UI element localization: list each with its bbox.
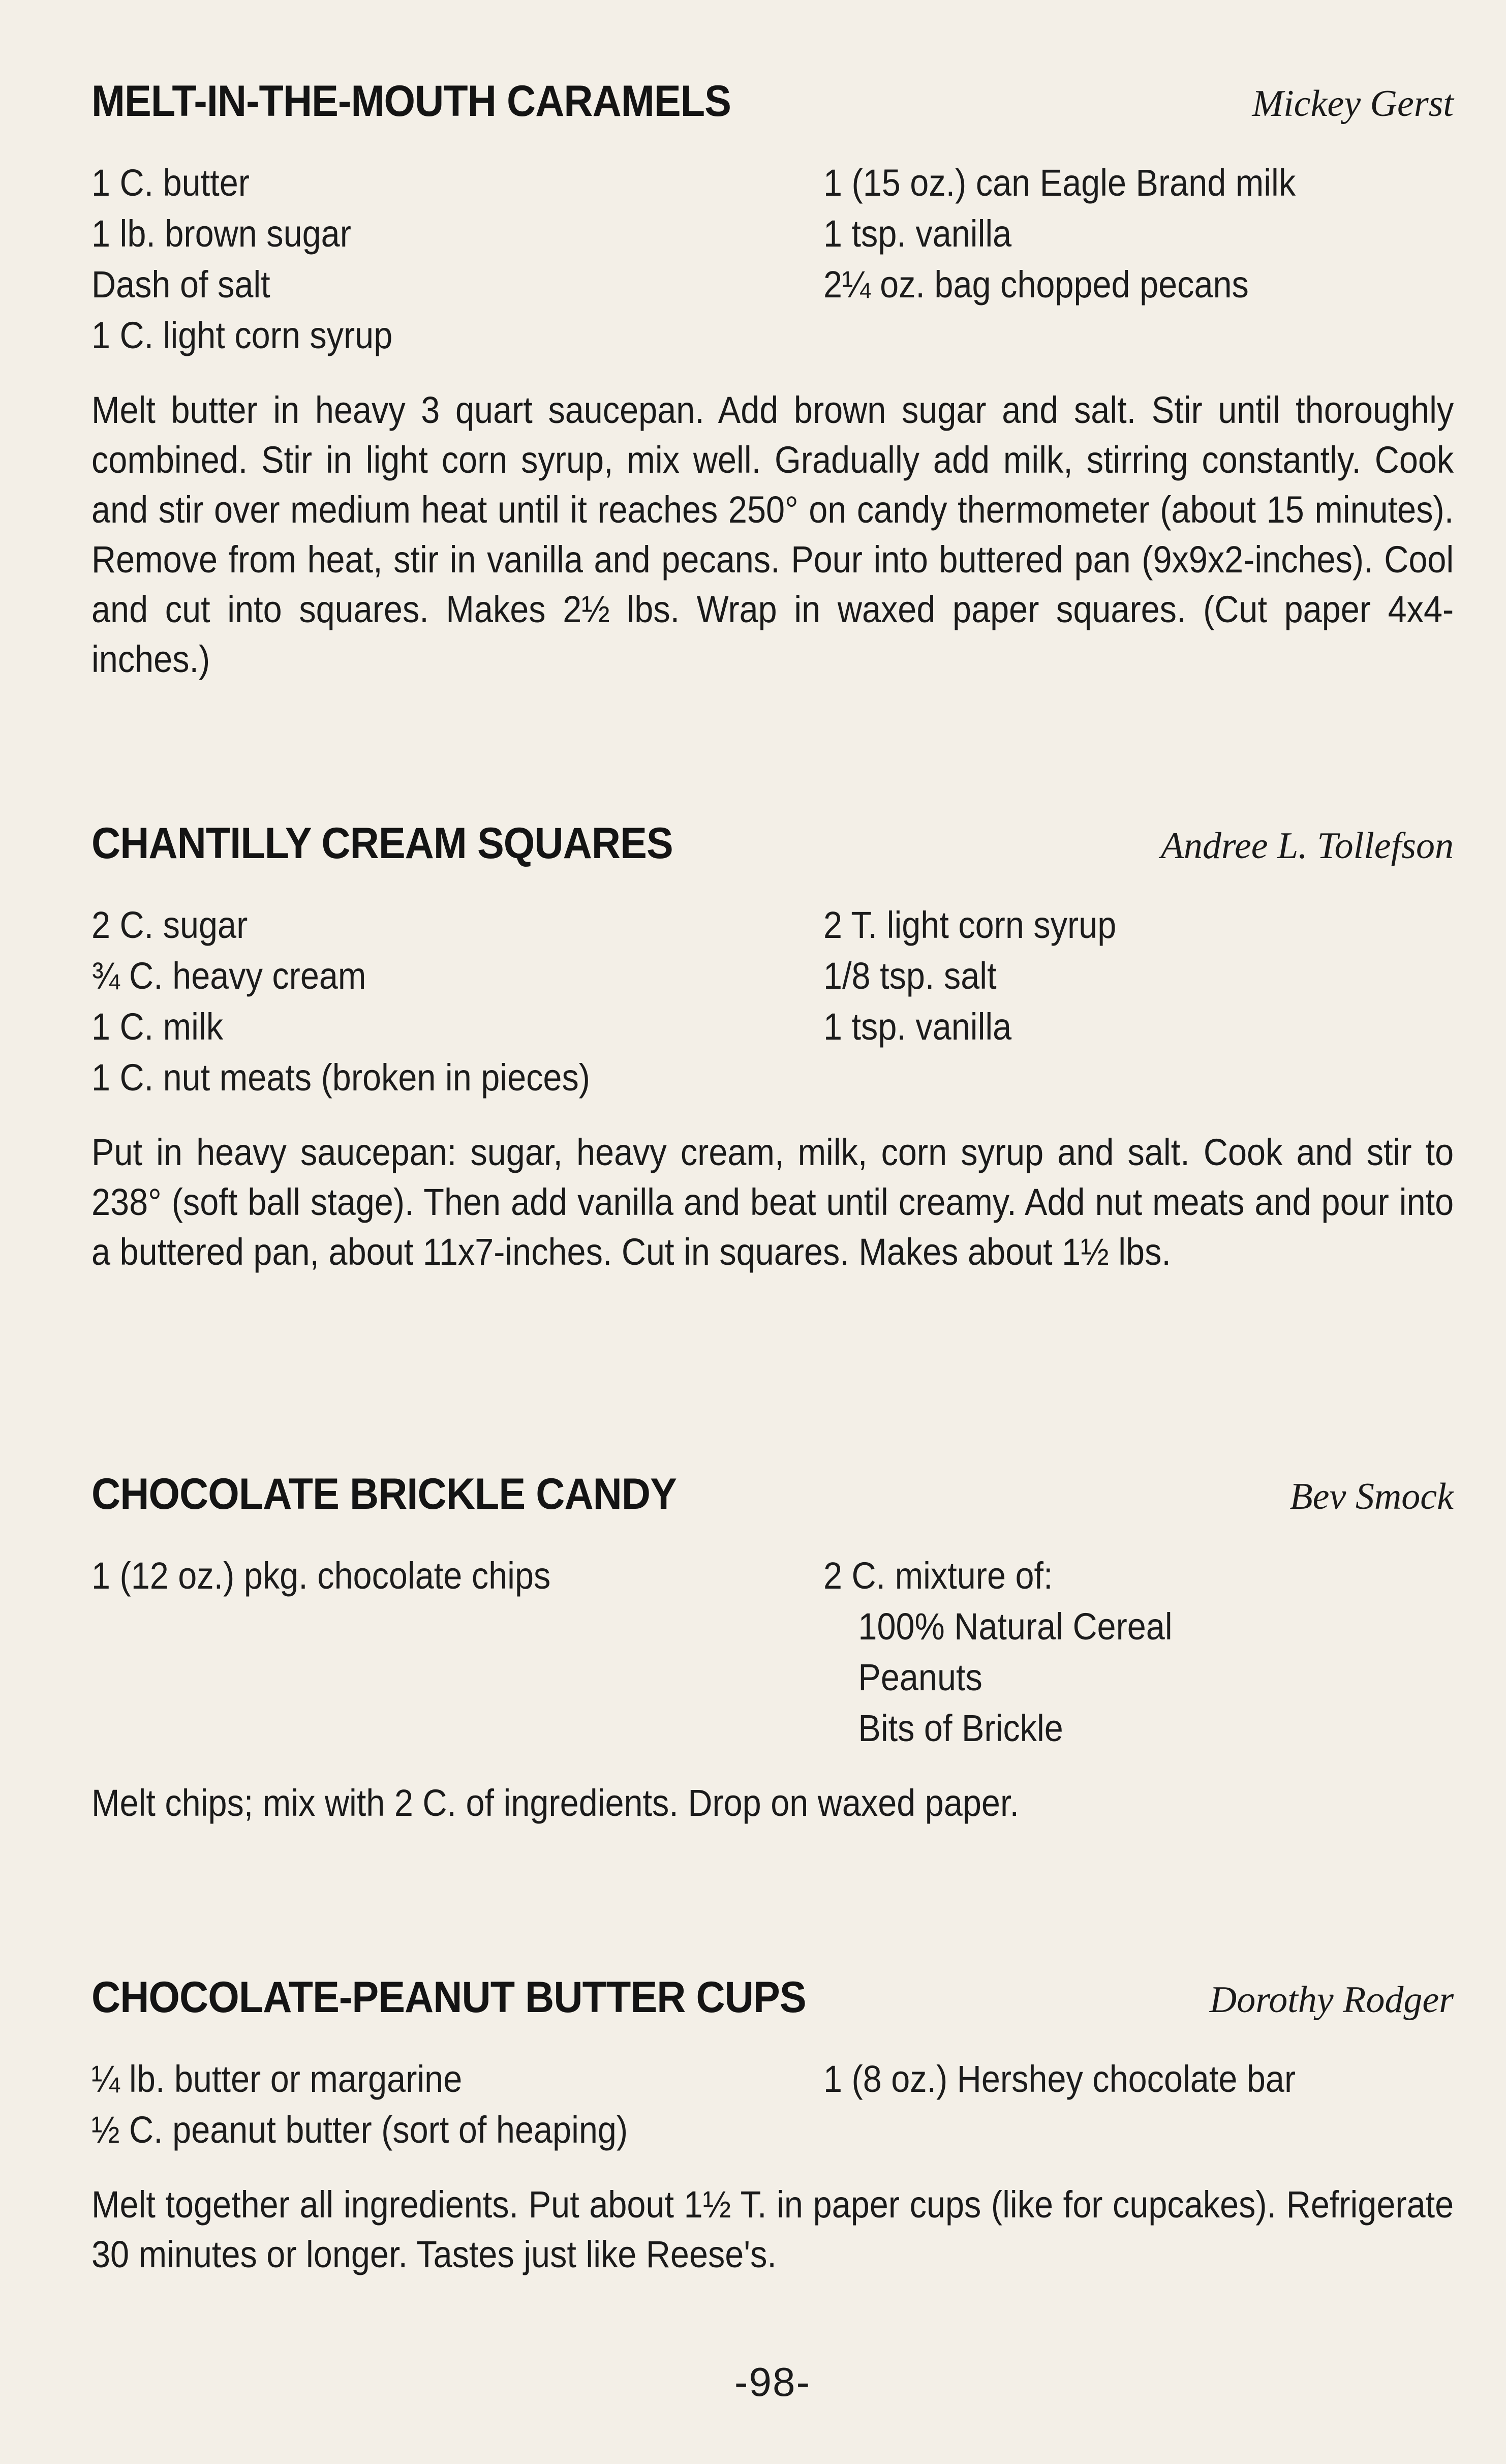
ingredient-list: [91, 158, 1454, 361]
ingredients-left: [91, 1550, 823, 1754]
recipe-directions: Melt butter in heavy 3 quart saucepan. Add brown sugar and salt. Stir until thoroughly combined. Stir in light corn syrup, mix well. Gradually add milk, stirring constantly. Cook and stir over medium heat until it reaches 250° on candy thermometer (about 15 minutes). Remove from heat, stir in vanilla and pecans. Pour into buttered pan (9x9x2-inches). Cool and cut into squares. Makes 2½ lbs. Wrap in waxed paper squares. (Cut paper 4x4-inches.): [91, 389, 1454, 680]
ingredient: 1/8 tsp. salt: [823, 955, 997, 997]
ingredient-list: [91, 900, 1454, 1103]
recipe-directions: Melt chips; mix with 2 C. of ingredients. Drop on waxed paper.: [91, 1782, 1019, 1824]
ingredient-list: [91, 1550, 1454, 1754]
ingredient: 1 C. butter: [91, 162, 250, 204]
ingredient: 1 tsp. vanilla: [823, 212, 1012, 255]
ingredient: 1 C. light corn syrup: [91, 314, 393, 356]
recipe-author: Mickey Gerst: [1252, 83, 1454, 125]
ingredient: 2 C. sugar: [91, 904, 248, 946]
ingredient: Bits of Brickle: [858, 1707, 1063, 1749]
ingredient: ¼ lb. butter or margarine: [91, 2058, 463, 2100]
recipe-caramels: [91, 76, 1454, 684]
ingredient: Peanuts: [858, 1656, 982, 1698]
recipe-directions: Melt together all ingredients. Put about 1½ T. in paper cups (like for cupcakes). Refrigerate 30 minutes or longer. Tastes just like Reese's.: [91, 2183, 1454, 2275]
ingredient: 1 (12 oz.) pkg. chocolate chips: [91, 1555, 551, 1597]
ingredient: ½ C. peanut butter (sort of heaping): [91, 2109, 628, 2151]
recipe-header: [91, 1469, 1454, 1530]
recipe-header: [91, 1972, 1454, 2033]
ingredients-left: [91, 900, 823, 1103]
recipe-title: MELT-IN-THE-MOUTH CARAMELS: [91, 77, 731, 126]
recipe-title: CHANTILLY CREAM SQUARES: [91, 819, 673, 868]
ingredient: 2¼ oz. bag chopped pecans: [823, 263, 1249, 306]
recipe-chocolate-brickle-candy: [91, 1469, 1454, 1828]
ingredient: 1 C. milk: [91, 1006, 224, 1048]
recipe-chantilly-cream-squares: [91, 818, 1454, 1277]
ingredients-right: [823, 158, 1454, 361]
ingredients-left: [91, 2054, 823, 2155]
recipe-title: CHOCOLATE BRICKLE CANDY: [91, 1470, 677, 1518]
recipe-directions: Put in heavy saucepan: sugar, heavy cream, milk, corn syrup and salt. Cook and stir to 238° (soft ball stage). Then add vanilla and beat until creamy. Add nut meats and pour into a buttered pan, about 11x7-inches. Cut in squares. Makes about 1½ lbs.: [91, 1131, 1454, 1273]
recipe-peanut-butter-cups: [91, 1972, 1454, 2279]
ingredient: 1 C. nut meats (broken in pieces): [91, 1056, 590, 1099]
ingredients-right: [823, 1550, 1454, 1754]
recipe-author: Andree L. Tollefson: [1160, 825, 1454, 867]
cookbook-page: [91, 76, 1454, 2415]
ingredient: 1 tsp. vanilla: [823, 1006, 1012, 1048]
ingredient-list: [91, 2054, 1454, 2155]
ingredient: ¾ C. heavy cream: [91, 955, 366, 997]
recipe-author: Dorothy Rodger: [1209, 1979, 1454, 2021]
ingredient: 1 (15 oz.) can Eagle Brand milk: [823, 162, 1296, 204]
ingredients-right: [823, 2054, 1454, 2155]
ingredients-left: [91, 158, 823, 361]
ingredient: 2 T. light corn syrup: [823, 904, 1117, 946]
ingredient: 1 lb. brown sugar: [91, 212, 351, 255]
recipe-title: CHOCOLATE-PEANUT BUTTER CUPS: [91, 1973, 806, 2022]
recipe-header: [91, 76, 1454, 137]
ingredient: 100% Natural Cereal: [858, 1605, 1173, 1648]
ingredients-right: [823, 900, 1454, 1103]
ingredient: 1 (8 oz.) Hershey chocolate bar: [823, 2058, 1296, 2100]
ingredient: 2 C. mixture of:: [823, 1555, 1053, 1597]
ingredient: Dash of salt: [91, 263, 270, 306]
recipe-header: [91, 818, 1454, 879]
page-number: -98-: [734, 2359, 811, 2405]
recipe-author: Bev Smock: [1289, 1476, 1454, 1517]
